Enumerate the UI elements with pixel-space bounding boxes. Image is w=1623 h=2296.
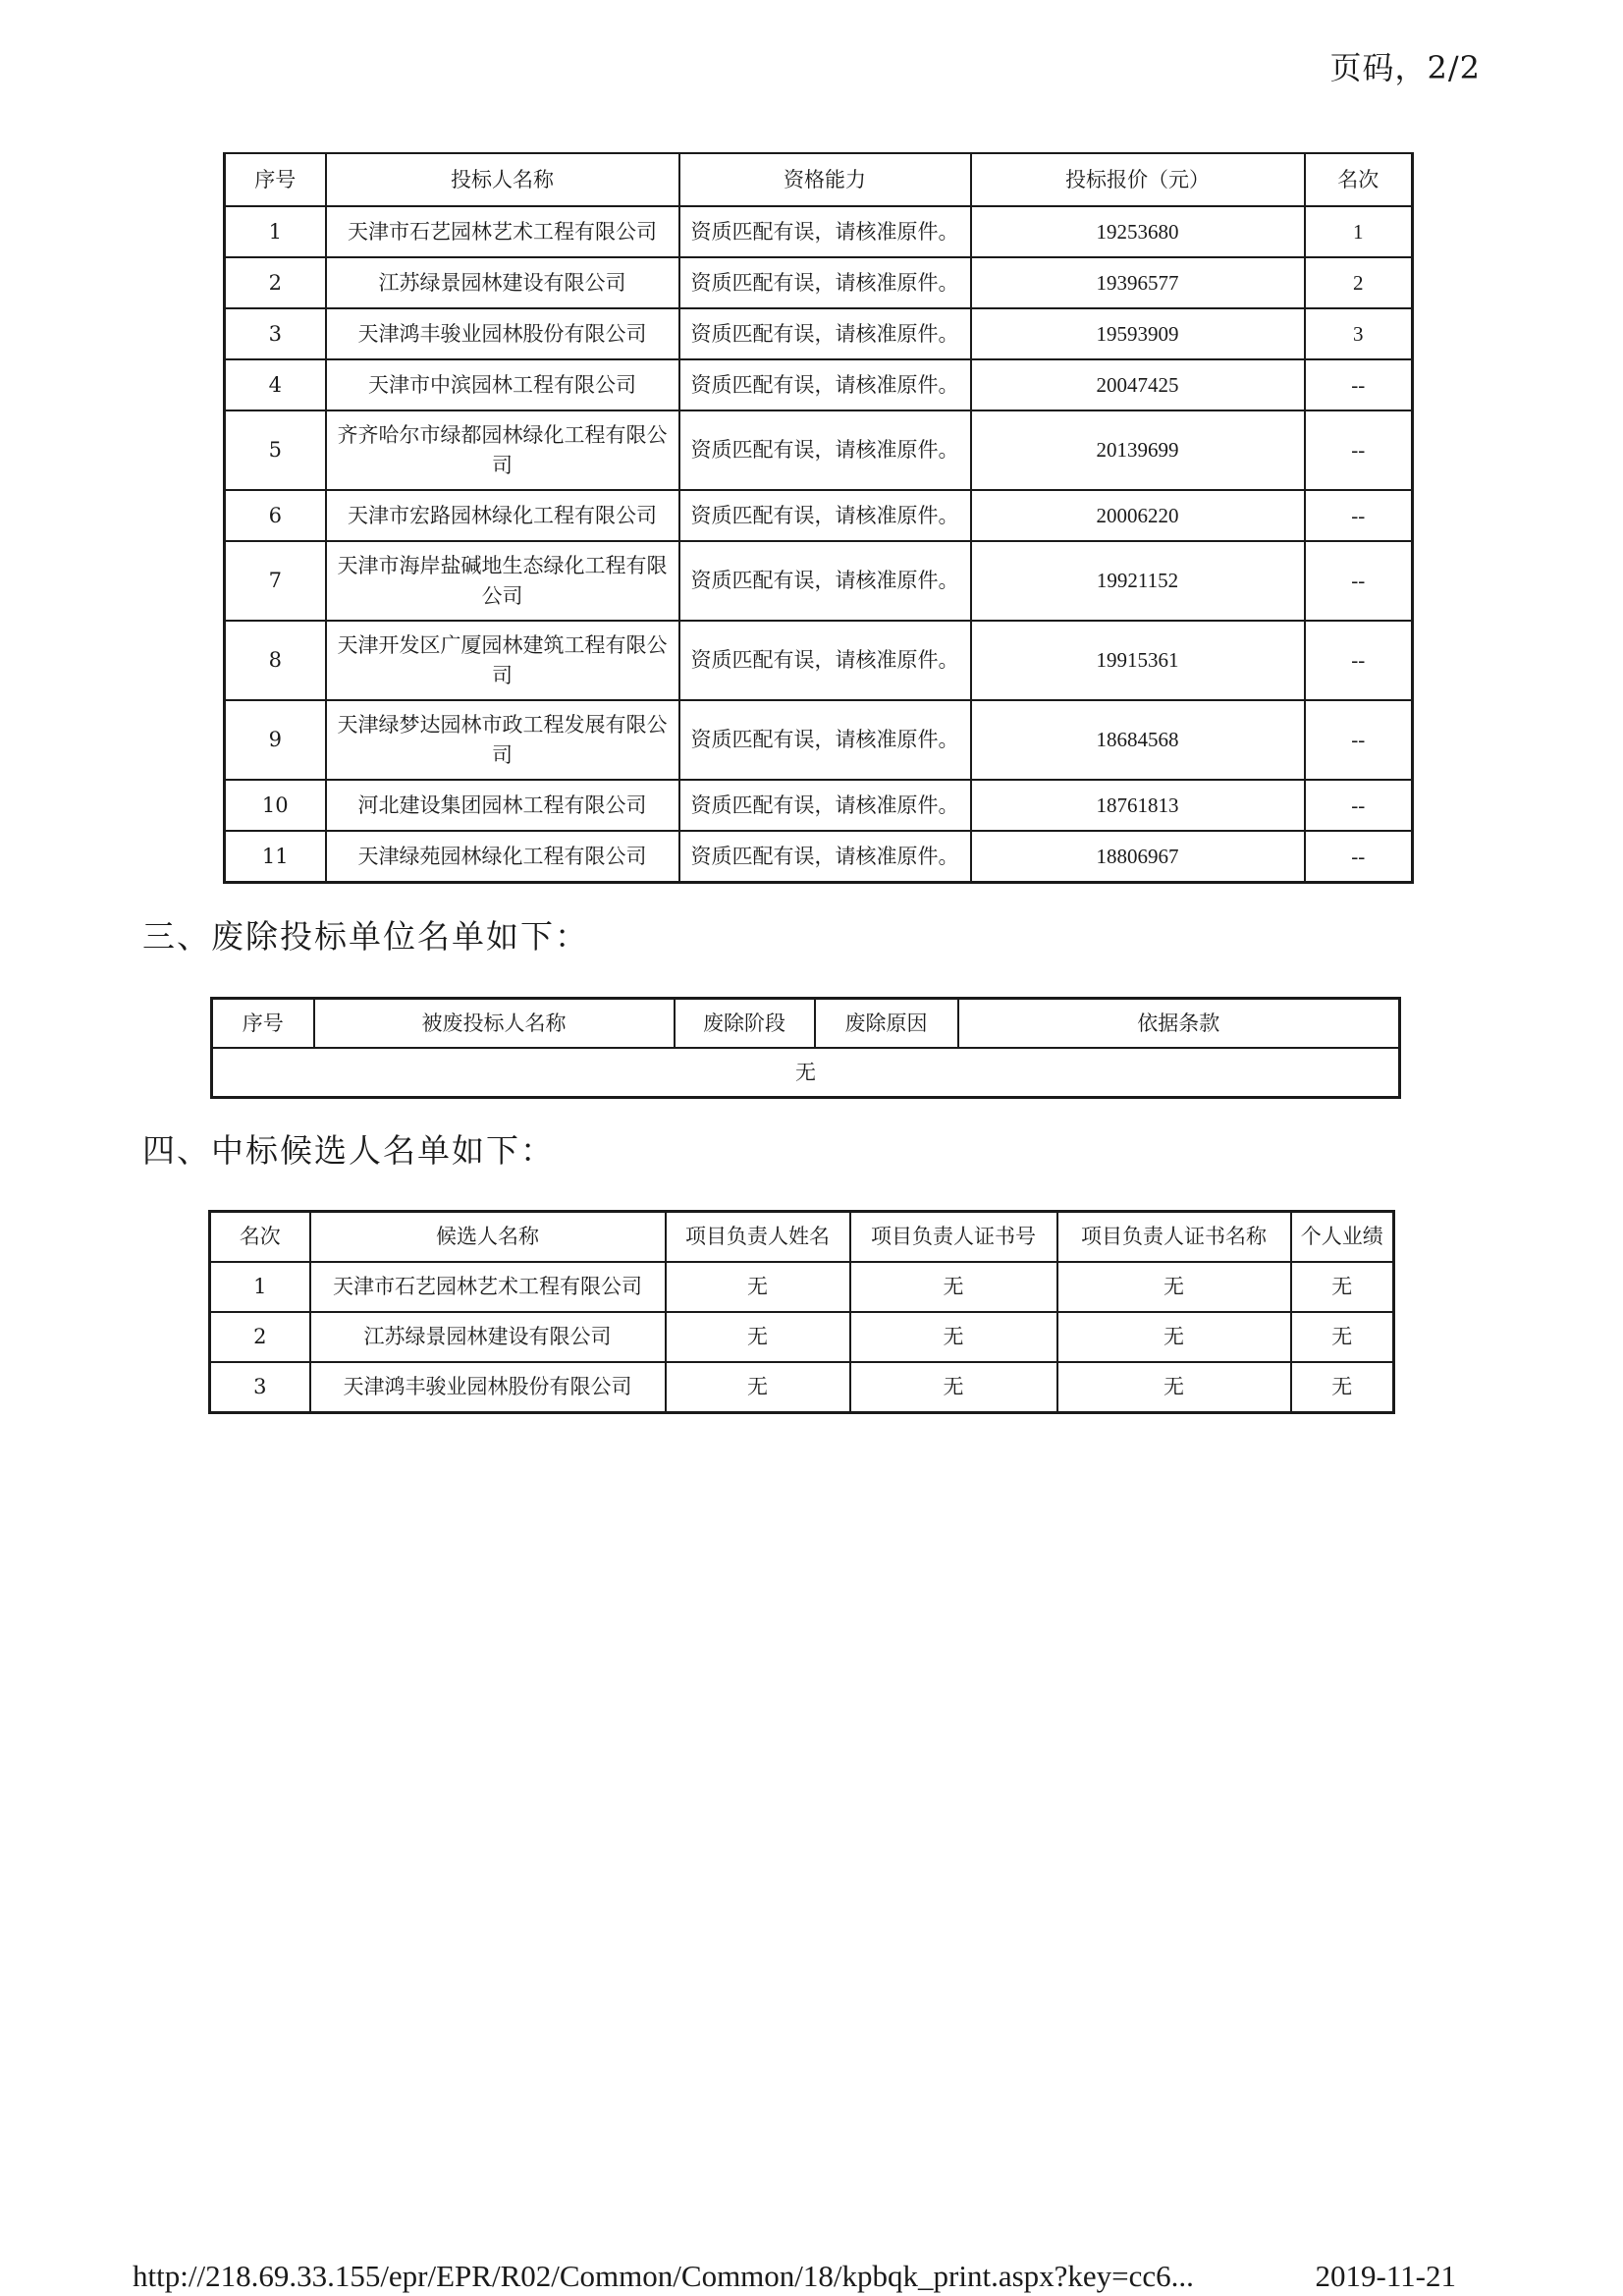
cell-rank: --	[1305, 780, 1413, 831]
cell-no: 9	[225, 700, 326, 780]
col-header-cert-no: 项目负责人证书号	[850, 1212, 1057, 1263]
cell-no: 5	[225, 410, 326, 490]
table-row	[210, 1312, 1394, 1362]
col-header-rank: 名次	[210, 1212, 310, 1263]
cell-qualification: 资质匹配有误，请核准原件。	[679, 308, 971, 359]
cell-cert-no: 无	[850, 1362, 1057, 1413]
cell-price: 19915361	[971, 621, 1305, 700]
cell-cert-name: 无	[1057, 1362, 1291, 1413]
col-header-qualification: 资格能力	[679, 153, 971, 206]
cell-cert-no: 无	[850, 1312, 1057, 1362]
section4-title: 四、中标候选人名单如下：	[142, 1131, 555, 1170]
cell-rank: 1	[210, 1262, 310, 1312]
cell-candidate-name: 天津鸿丰骏业园林股份有限公司	[310, 1362, 666, 1413]
cell-candidate-name: 天津市石艺园林艺术工程有限公司	[310, 1262, 666, 1312]
cell-candidate-name: 江苏绿景园林建设有限公司	[310, 1312, 666, 1362]
cell-bidder-name: 天津市海岸盐碱地生态绿化工程有限公司	[326, 541, 679, 621]
cell-qualification: 资质匹配有误，请核准原件。	[679, 257, 971, 308]
cell-rank: --	[1305, 490, 1413, 541]
cell-rank: --	[1305, 410, 1413, 490]
cell-bidder-name: 天津绿梦达园林市政工程发展有限公司	[326, 700, 679, 780]
cell-rank: 3	[1305, 308, 1413, 359]
cell-cert-no: 无	[850, 1262, 1057, 1312]
cell-bidder-name: 天津鸿丰骏业园林股份有限公司	[326, 308, 679, 359]
cell-price: 19253680	[971, 206, 1305, 257]
candidates-table-header	[210, 1212, 1394, 1263]
cell-cert-name: 无	[1057, 1262, 1291, 1312]
cell-bidder-name: 天津开发区广厦园林建筑工程有限公司	[326, 621, 679, 700]
cell-rank: 1	[1305, 206, 1413, 257]
table-row	[225, 831, 1413, 882]
cell-price: 19921152	[971, 541, 1305, 621]
cell-rank: --	[1305, 831, 1413, 882]
bidders-table	[223, 152, 1414, 884]
cell-qualification: 资质匹配有误，请核准原件。	[679, 700, 971, 780]
cell-bidder-name: 齐齐哈尔市绿都园林绿化工程有限公司	[326, 410, 679, 490]
cell-no: 6	[225, 490, 326, 541]
cell-price: 19593909	[971, 308, 1305, 359]
cell-no: 8	[225, 621, 326, 700]
table-row	[225, 308, 1413, 359]
footer-date: 2019-11-21	[1315, 2259, 1456, 2293]
cell-qualification: 资质匹配有误，请核准原件。	[679, 206, 971, 257]
bidders-table-header	[225, 153, 1413, 206]
table-row	[225, 257, 1413, 308]
disqualified-table-header	[212, 999, 1400, 1049]
cell-rank: --	[1305, 700, 1413, 780]
cell-qualification: 资质匹配有误，请核准原件。	[679, 410, 971, 490]
cell-bidder-name: 天津市石艺园林艺术工程有限公司	[326, 206, 679, 257]
cell-rank: --	[1305, 359, 1413, 410]
col-header-reason: 废除原因	[815, 999, 958, 1049]
cell-no: 2	[225, 257, 326, 308]
cell-price: 20139699	[971, 410, 1305, 490]
table-row	[225, 700, 1413, 780]
table-row	[210, 1362, 1394, 1413]
cell-rank: --	[1305, 621, 1413, 700]
col-header-performance: 个人业绩	[1291, 1212, 1394, 1263]
cell-bidder-name: 江苏绿景园林建设有限公司	[326, 257, 679, 308]
cell-bidder-name: 天津市宏路园林绿化工程有限公司	[326, 490, 679, 541]
cell-qualification: 资质匹配有误，请核准原件。	[679, 490, 971, 541]
table-row	[225, 490, 1413, 541]
cell-qualification: 资质匹配有误，请核准原件。	[679, 359, 971, 410]
table-row	[225, 541, 1413, 621]
cell-bidder-name: 天津市中滨园林工程有限公司	[326, 359, 679, 410]
cell-manager: 无	[666, 1262, 850, 1312]
cell-no: 10	[225, 780, 326, 831]
cell-no: 11	[225, 831, 326, 882]
cell-performance: 无	[1291, 1262, 1394, 1312]
cell-performance: 无	[1291, 1312, 1394, 1362]
col-header-no: 序号	[225, 153, 326, 206]
cell-cert-name: 无	[1057, 1312, 1291, 1362]
cell-price: 20006220	[971, 490, 1305, 541]
cell-no: 1	[225, 206, 326, 257]
col-header-name: 投标人名称	[326, 153, 679, 206]
cell-no: 3	[225, 308, 326, 359]
cell-rank: --	[1305, 541, 1413, 621]
table-row	[225, 780, 1413, 831]
cell-no: 7	[225, 541, 326, 621]
table-row	[225, 621, 1413, 700]
disqualified-table	[210, 997, 1401, 1099]
page-number: 页码，2/2	[1329, 49, 1481, 86]
cell-no: 4	[225, 359, 326, 410]
table-row	[225, 359, 1413, 410]
footer	[133, 2259, 1456, 2294]
cell-manager: 无	[666, 1362, 850, 1413]
candidates-table	[208, 1210, 1395, 1414]
col-header-price: 投标报价（元）	[971, 153, 1305, 206]
col-header-stage: 废除阶段	[675, 999, 815, 1049]
col-header-manager: 项目负责人姓名	[666, 1212, 850, 1263]
cell-qualification: 资质匹配有误，请核准原件。	[679, 541, 971, 621]
col-header-candidate-name: 候选人名称	[310, 1212, 666, 1263]
table-row	[225, 206, 1413, 257]
empty-cell: 无	[212, 1048, 1400, 1098]
col-header-disqualified-name: 被废投标人名称	[314, 999, 675, 1049]
col-header-clause: 依据条款	[958, 999, 1400, 1049]
cell-qualification: 资质匹配有误，请核准原件。	[679, 621, 971, 700]
table-row	[225, 410, 1413, 490]
col-header-cert-name: 项目负责人证书名称	[1057, 1212, 1291, 1263]
table-row	[210, 1262, 1394, 1312]
col-header-rank: 名次	[1305, 153, 1413, 206]
section3-title: 三、废除投标单位名单如下：	[142, 917, 589, 956]
cell-qualification: 资质匹配有误，请核准原件。	[679, 831, 971, 882]
cell-price: 18806967	[971, 831, 1305, 882]
cell-rank: 2	[210, 1312, 310, 1362]
cell-price: 20047425	[971, 359, 1305, 410]
cell-rank: 3	[210, 1362, 310, 1413]
cell-qualification: 资质匹配有误，请核准原件。	[679, 780, 971, 831]
cell-price: 19396577	[971, 257, 1305, 308]
cell-bidder-name: 天津绿苑园林绿化工程有限公司	[326, 831, 679, 882]
cell-manager: 无	[666, 1312, 850, 1362]
col-header-no: 序号	[212, 999, 314, 1049]
cell-price: 18761813	[971, 780, 1305, 831]
table-row	[212, 1048, 1400, 1098]
cell-bidder-name: 河北建设集团园林工程有限公司	[326, 780, 679, 831]
cell-rank: 2	[1305, 257, 1413, 308]
cell-price: 18684568	[971, 700, 1305, 780]
footer-url: http://218.69.33.155/epr/EPR/R02/Common/Common/18/kpbqk_print.aspx?key=cc6...	[133, 2259, 1194, 2293]
cell-performance: 无	[1291, 1362, 1394, 1413]
